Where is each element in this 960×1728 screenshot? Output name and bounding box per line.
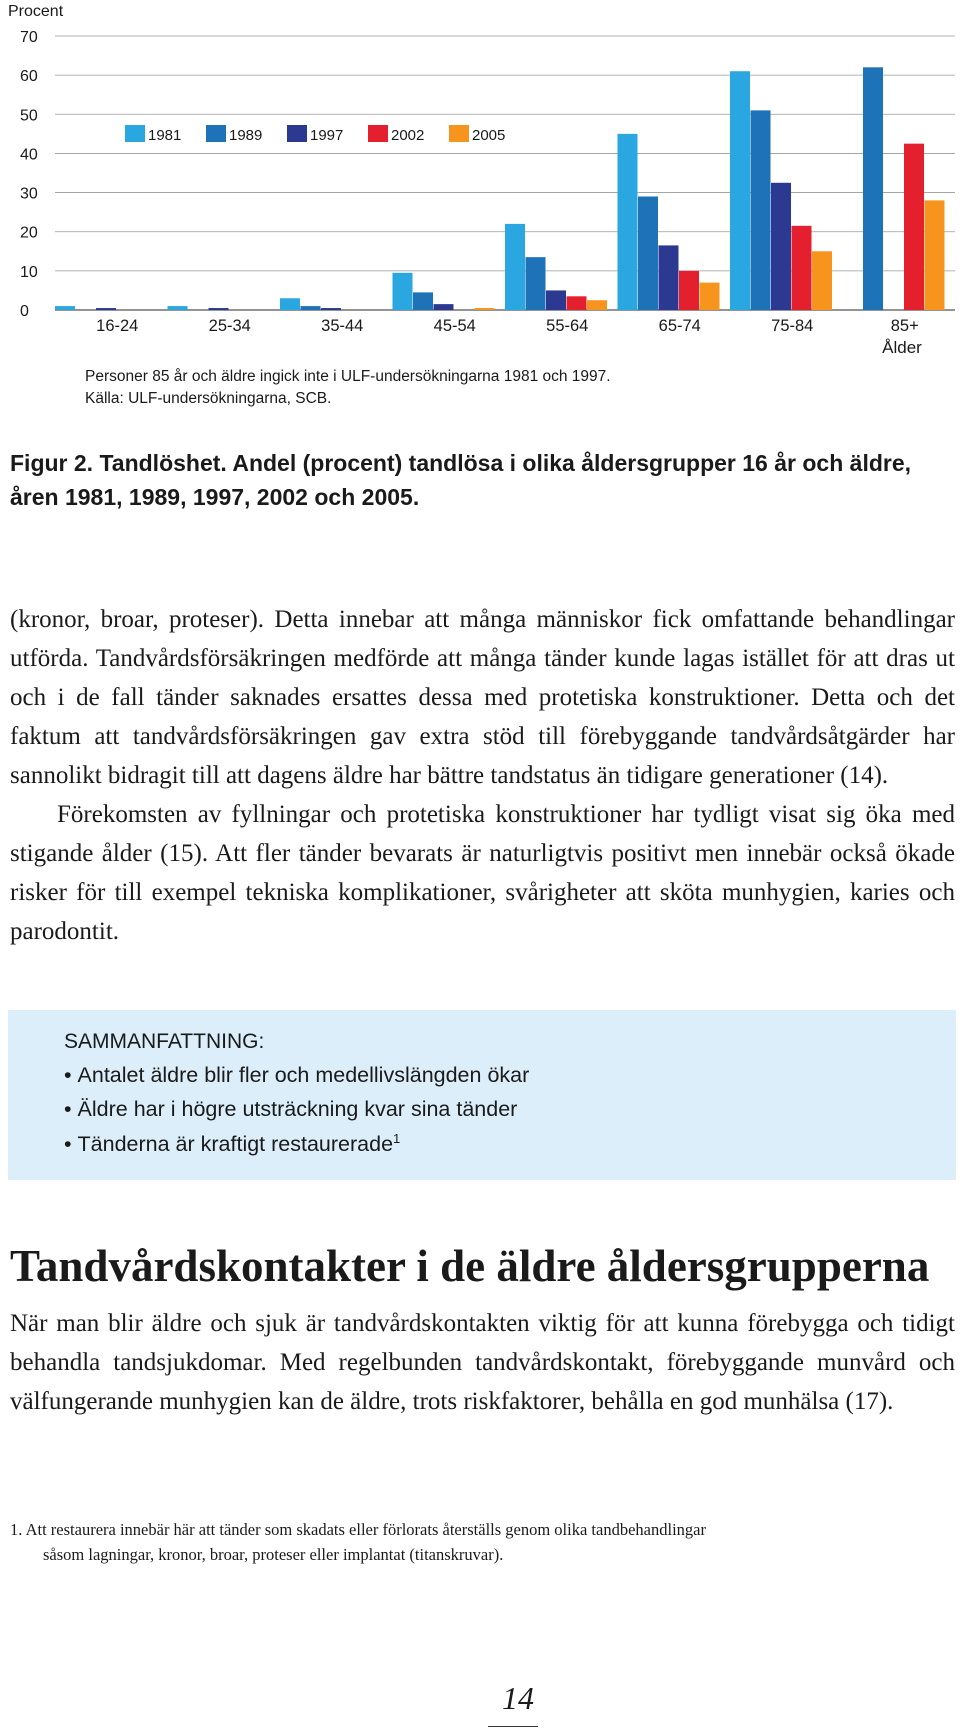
x-tick-label: 25-34	[208, 317, 251, 335]
bar	[904, 144, 924, 310]
bar	[659, 245, 679, 310]
x-tick-label: 85+	[890, 317, 919, 335]
bullet-icon: •	[64, 1132, 72, 1157]
figure-caption-text: Andel (procent) tandlösa i olika åldersgrupper 16 år och äldre, åren 1981, 1989, 1997, 2002 och 2005.	[10, 450, 912, 510]
footnote-reference: 1	[393, 1131, 401, 1146]
summary-item-text: Tänderna är kraftigt restaurerade	[77, 1132, 394, 1157]
bar	[618, 134, 638, 310]
y-tick-label: 60	[20, 68, 38, 86]
bar-chart	[0, 0, 960, 357]
x-tick-label: 65-74	[658, 317, 701, 335]
legend-swatch	[287, 125, 307, 142]
page-number-rule	[488, 1726, 538, 1727]
bar	[526, 257, 546, 310]
legend-swatch	[449, 125, 469, 142]
bar	[925, 200, 945, 310]
section-paragraph: När man blir äldre och sjuk är tandvårdskontakten viktig för att kunna förebygga och tidigt behandla tandsjukdomar. Med regelbunden tandvårdskontakt, förebyggande munvård och välfungerande munhygien kan de äldre, trots riskfaktorer, behålla en god munhälsa (17).	[10, 1310, 955, 1415]
x-tick-label: 45-54	[433, 317, 476, 335]
bar	[209, 308, 229, 310]
bar	[393, 273, 413, 310]
bar	[413, 292, 433, 310]
page-number: 14	[502, 1680, 534, 1716]
y-tick-label: 0	[20, 303, 29, 320]
chart-note-source: Källa: ULF-undersökningarna, SCB.	[85, 390, 332, 407]
footnote	[10, 1517, 955, 1567]
body-paragraph-1: (kronor, broar, proteser). Detta innebar att många människor fick omfattande behandlingar utförda. Tandvårdsförsäkringen medförde att många tänder kunde lagas istället för att dras ut och i de fall tänder saknades ersattes dessa med protetiska konstruktioner. Detta och det faktum att tandvårdsförsäkringen gav extra stöd till förebyggande tandvårdsåtgärder har sannolikt bidragit till att dagens äldre har bättre tandstatus än tidigare generationer (14).	[10, 606, 955, 789]
summary-title: SAMMANFATTNING:	[64, 1030, 265, 1053]
legend-label: 2005	[472, 127, 506, 144]
bar	[638, 196, 658, 310]
y-tick-label: 30	[20, 185, 38, 203]
bar	[812, 251, 832, 310]
bar	[730, 71, 750, 310]
body-paragraph-2: Förekomsten av fyllningar och protetiska konstruktioner har tydligt visat sig öka med stigande ålder (15). Att fler tänder bevarats är naturligtvis positivt men innebär också ökade risker för till exempel tekniska komplikationer, svårigheter att sköta munhygien, karies och parodontit.	[10, 801, 955, 945]
figure-caption	[10, 446, 955, 514]
body-text-block	[10, 600, 955, 951]
summary-item-text: Antalet äldre blir fler och medellivslängden ökar	[77, 1063, 530, 1087]
legend-swatch	[125, 125, 145, 142]
bar	[546, 290, 566, 310]
legend-swatch	[206, 125, 226, 142]
bar	[679, 271, 699, 310]
bar	[55, 306, 75, 310]
legend-label: 1981	[148, 127, 182, 144]
bar	[168, 306, 188, 310]
legend-swatch	[368, 125, 388, 142]
bar	[792, 226, 812, 310]
y-tick-label: 20	[20, 224, 38, 242]
bar	[863, 67, 883, 310]
chart-note-exclusion: Personer 85 år och äldre ingick inte i ULF-undersökningarna 1981 och 1997.	[85, 368, 611, 385]
figure-caption-label: Figur 2. Tandlöshet.	[10, 450, 227, 476]
y-axis-label: Procent	[8, 3, 64, 20]
x-tick-label: 16-24	[96, 317, 139, 335]
bullet-icon: •	[64, 1097, 72, 1121]
x-tick-label: 55-64	[546, 317, 589, 335]
x-axis-label: Ålder	[882, 338, 922, 357]
y-tick-label: 50	[20, 107, 38, 125]
bar	[700, 283, 720, 310]
bar	[567, 296, 587, 310]
bar	[475, 308, 495, 310]
x-tick-label: 75-84	[771, 317, 814, 335]
y-tick-label: 10	[20, 263, 38, 281]
y-tick-label: 70	[20, 29, 38, 46]
bar	[434, 304, 454, 310]
bar	[587, 300, 607, 310]
summary-item	[64, 1063, 529, 1088]
section-heading: Tandvårdskontakter i de äldre åldersgrupperna	[10, 1241, 930, 1291]
footnote-text-continued: såsom lagningar, kronor, broar, proteser eller implantat (titanskruvar).	[43, 1545, 504, 1564]
summary-item	[64, 1097, 517, 1122]
summary-item-text: Äldre har i högre utsträckning kvar sina tänder	[77, 1097, 518, 1121]
x-tick-label: 35-44	[321, 317, 364, 335]
legend-label: 1989	[229, 127, 263, 144]
bar	[301, 306, 321, 310]
bar	[280, 298, 300, 310]
bar	[96, 308, 116, 310]
bar	[771, 183, 791, 310]
legend-label: 2002	[391, 127, 425, 144]
bar	[321, 308, 341, 310]
footnote-text: Att restaurera innebär här att tänder som skadats eller förlorats återställs genom olika tandbehandlingar	[25, 1520, 706, 1539]
footnote-marker: 1.	[10, 1520, 23, 1539]
bar	[505, 224, 525, 310]
bar	[751, 110, 771, 310]
summary-item	[64, 1131, 400, 1157]
summary-box	[8, 1010, 956, 1180]
y-tick-label: 40	[20, 146, 38, 164]
bullet-icon: •	[64, 1063, 72, 1087]
legend-label: 1997	[310, 127, 344, 144]
